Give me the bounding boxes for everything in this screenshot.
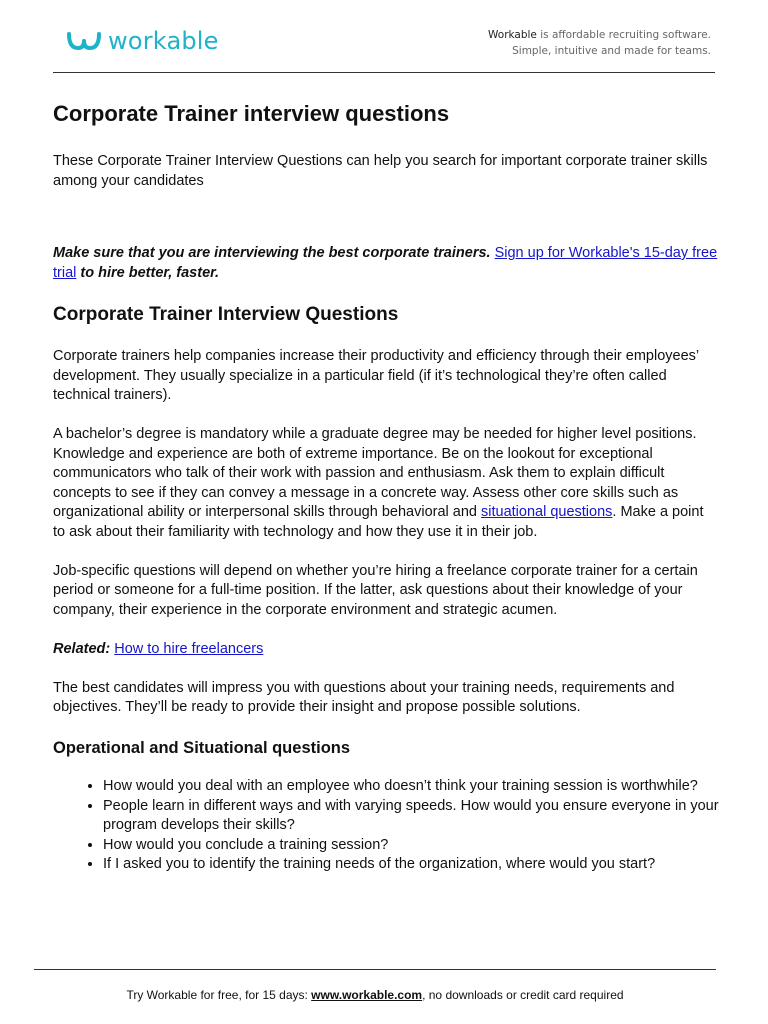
footer-text: Try Workable for free, for 15 days: [126, 988, 312, 1002]
hire-freelancers-link[interactable]: How to hire freelancers [114, 640, 264, 657]
paragraph-job-specific: Job-specific questions will depend on whether you’re hiring a freelance corporate trainer for a certain period or someone for a full-time position. If the latter, ask questions about their knowledge of your company, their experience in the corporate environment and strategic acumen. [53, 562, 698, 618]
tagline-text: is affordable recruiting software. [536, 29, 711, 41]
logo-text: workable [108, 27, 219, 55]
cta-tail: to hire better, faster. [76, 264, 220, 281]
related-colon: : [105, 640, 111, 657]
paragraph-overview: Corporate trainers help companies increase their productivity and efficiency through their employees’ development. They usually specialize in a particular field (if it’s technological they’re often called technical trainers). [53, 348, 699, 403]
related-line [53, 640, 719, 660]
questions-list [53, 777, 719, 875]
page-footer [34, 969, 716, 1002]
list-item: • How would you conclude a training session? [103, 836, 719, 856]
tagline-line2: Simple, intuitive and made for teams. [512, 45, 711, 57]
article-body [53, 100, 719, 875]
paragraph-requirements-tail: . Make a point to ask about their familiarity with technology and how they use it in their job. [53, 504, 704, 540]
paragraph-requirements [53, 425, 719, 542]
page-header [53, 0, 715, 73]
workable-logo[interactable] [66, 27, 219, 55]
related-label: Related [53, 640, 106, 657]
footer-tail: , no downloads or credit card required [422, 988, 624, 1002]
situational-questions-link[interactable]: situational questions [481, 504, 613, 520]
list-item: • People learn in different ways and with varying speeds. How would you ensure everyone in your program develops their skills? [103, 797, 719, 836]
header-tagline [488, 27, 711, 59]
cta-lead: Make sure that you are interviewing the best corporate trainers. [53, 245, 491, 261]
intro-paragraph: These Corporate Trainer Interview Questions can help you search for important corporate trainer skills among your candidates [53, 153, 708, 189]
subsection-title: Operational and Situational questions [53, 739, 351, 757]
paragraph-candidates: The best candidates will impress you with questions about your training needs, requirements and objectives. They’ll be ready to provide their insight and propose possible solutions. [53, 679, 675, 715]
paragraph-requirements-text: A bachelor’s degree is mandatory while a graduate degree may be needed for higher level positions. Knowledge and experience are both of extreme importance. Be on the lookout for exceptional communicators who talk of their work with passion and enthusiasm. Ask them to explain difficult concepts to see if they can convey a message in a concrete way. Assess other core skills such as organizational ability or interpersonal skills through behavioral and [53, 426, 697, 520]
free-trial-link[interactable]: Sign up for Workable's 15-day free trial [53, 245, 718, 281]
section-title: Corporate Trainer Interview Questions [53, 304, 399, 325]
tagline-brand: Workable [488, 29, 537, 41]
page-title: Corporate Trainer interview questions [53, 101, 450, 126]
cta-paragraph [53, 244, 719, 283]
list-item: • If I asked you to identify the training needs of the organization, where would you start? [103, 855, 719, 875]
workable-site-link[interactable]: www.workable.com [311, 988, 423, 1002]
list-item: • How would you deal with an employee who doesn’t think your training session is worthwhile? [103, 777, 719, 797]
workable-logo-icon [66, 30, 102, 52]
